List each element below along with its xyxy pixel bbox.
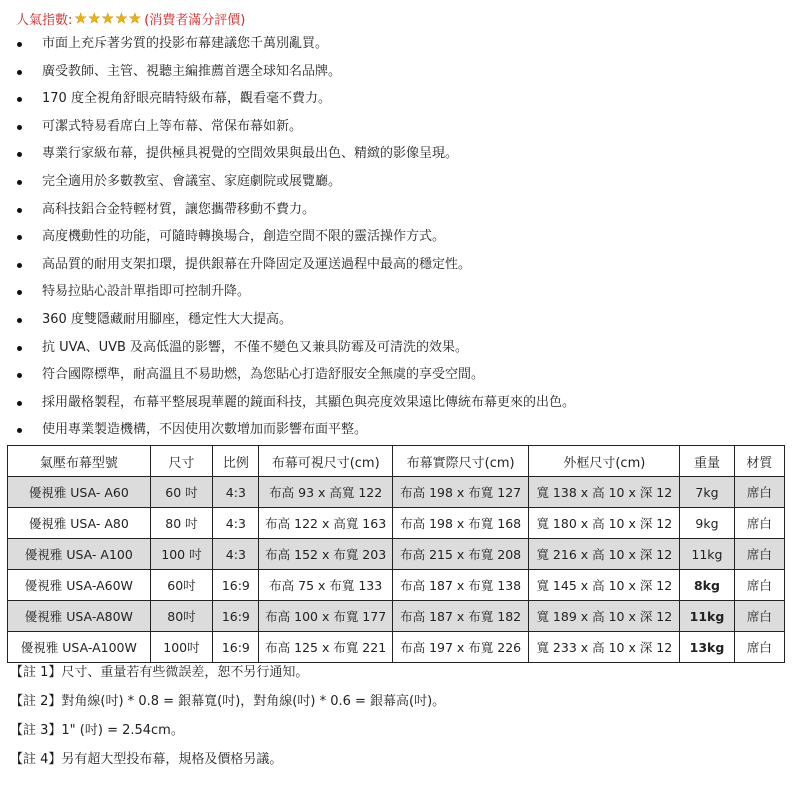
cell-size: 100吋 xyxy=(150,632,213,663)
cell-material: 席白 xyxy=(734,632,784,663)
cell-weight: 13kg xyxy=(680,632,734,663)
cell-material: 席白 xyxy=(734,508,784,539)
cell-model: 優視雅 USA-A60W xyxy=(8,570,151,601)
cell-weight: 11kg xyxy=(680,539,734,570)
star-icon: ★ xyxy=(115,10,128,27)
cell-actual-size: 布高 198 x 布寬 127 xyxy=(392,477,529,508)
cell-size: 60吋 xyxy=(150,570,213,601)
cell-frame-size: 寬 138 x 高 10 x 深 12 xyxy=(529,477,680,508)
table-row xyxy=(8,570,785,601)
note-item xyxy=(10,716,445,745)
header-weight: 重量 xyxy=(680,446,734,477)
cell-material: 席白 xyxy=(734,477,784,508)
cell-frame-size: 寬 145 x 高 10 x 深 12 xyxy=(529,570,680,601)
note-tag: 【註 2】 xyxy=(10,694,62,709)
rating-note: (消費者滿分評價) xyxy=(144,13,246,28)
cell-ratio: 16:9 xyxy=(213,570,259,601)
cell-size: 100 吋 xyxy=(150,539,213,570)
table-row xyxy=(8,539,785,570)
note-text: 尺寸、重量若有些微誤差，恕不另行通知。 xyxy=(61,665,309,680)
cell-ratio: 16:9 xyxy=(213,632,259,663)
header-model: 氣壓布幕型號 xyxy=(8,446,151,477)
cell-visible-size: 布高 93 x 高寬 122 xyxy=(259,477,392,508)
cell-size: 60 吋 xyxy=(150,477,213,508)
note-tag: 【註 3】 xyxy=(10,723,62,738)
cell-visible-size: 布高 75 x 布寬 133 xyxy=(259,570,392,601)
table-row xyxy=(8,477,785,508)
feature-item: 專業行家級布幕，提供極具視覺的空間效果與最出色、精緻的影像呈現。 xyxy=(0,140,575,168)
feature-item: 170 度全視角舒眼亮睛特級布幕，觀看毫不費力。 xyxy=(0,85,575,113)
cell-frame-size: 寬 216 x 高 10 x 深 12 xyxy=(529,539,680,570)
cell-model: 優視雅 USA- A100 xyxy=(8,539,151,570)
feature-item: 高度機動性的功能，可隨時轉換場合，創造空間不限的靈活操作方式。 xyxy=(0,223,575,251)
table-row xyxy=(8,508,785,539)
spec-table xyxy=(7,445,785,663)
feature-list xyxy=(0,30,575,444)
cell-actual-size: 布高 187 x 布寬 138 xyxy=(392,570,529,601)
feature-item: 完全適用於多數教室、會議室、家庭劇院或展覽廳。 xyxy=(0,168,575,196)
star-icon: ★ xyxy=(101,10,115,27)
header-visible-size: 布幕可視尺寸(cm) xyxy=(259,446,392,477)
header-size: 尺寸 xyxy=(150,446,213,477)
cell-ratio: 4:3 xyxy=(213,477,259,508)
feature-item: 可潔式特易看席白上等布幕、常保布幕如新。 xyxy=(0,113,575,141)
rating-label: 人氣指數: xyxy=(16,13,73,28)
cell-actual-size: 布高 198 x 布寬 168 xyxy=(392,508,529,539)
note-text: 另有超大型投布幕，規格及價格另議。 xyxy=(61,752,283,767)
cell-weight: 11kg xyxy=(680,601,734,632)
note-item xyxy=(10,745,445,774)
cell-weight: 7kg xyxy=(680,477,734,508)
feature-item: 市面上充斥著劣質的投影布幕建議您千萬別亂買。 xyxy=(0,30,575,58)
feature-item: 高品質的耐用支架扣環，提供銀幕在升降固定及運送過程中最高的穩定性。 xyxy=(0,251,575,279)
note-tag: 【註 1】 xyxy=(10,665,62,680)
note-text: 對角線(吋) * 0.8 = 銀幕寬(吋)，對角線(吋) * 0.6 = 銀幕高(吋)。 xyxy=(61,694,446,709)
table-header-row xyxy=(8,446,785,477)
feature-item: 廣受教師、主管、視聽主編推薦首選全球知名品牌。 xyxy=(0,58,575,86)
cell-material: 席白 xyxy=(734,601,784,632)
cell-visible-size: 布高 152 x 布寬 203 xyxy=(259,539,392,570)
cell-material: 席白 xyxy=(734,539,784,570)
cell-frame-size: 寬 180 x 高 10 x 深 12 xyxy=(529,508,680,539)
feature-item: 特易拉貼心設計單指即可控制升降。 xyxy=(0,278,575,306)
cell-model: 優視雅 USA- A60 xyxy=(8,477,151,508)
feature-item: 抗 UVA、UVB 及高低溫的影響，不僅不變色又兼具防霉及可清洗的效果。 xyxy=(0,334,575,362)
star-icon: ★ xyxy=(74,10,87,27)
cell-actual-size: 布高 187 x 布寬 182 xyxy=(392,601,529,632)
header-actual-size: 布幕實際尺寸(cm) xyxy=(392,446,529,477)
cell-model: 優視雅 USA-A100W xyxy=(8,632,151,663)
feature-item: 符合國際標準，耐高溫且不易助燃，為您貼心打造舒服安全無虞的享受空間。 xyxy=(0,361,575,389)
cell-frame-size: 寬 233 x 高 10 x 深 12 xyxy=(529,632,680,663)
feature-item: 採用嚴格製程，布幕平整展現華麗的鏡面科技，其顯色與亮度效果遠比傳統布幕更來的出色。 xyxy=(0,389,575,417)
rating-line xyxy=(16,9,245,28)
cell-ratio: 4:3 xyxy=(213,508,259,539)
cell-model: 優視雅 USA- A80 xyxy=(8,508,151,539)
notes-section xyxy=(10,658,445,774)
star-icon: ★ xyxy=(128,10,142,27)
cell-actual-size: 布高 197 x 布寬 226 xyxy=(392,632,529,663)
feature-item: 高科技鋁合金特輕材質，讓您攜帶移動不費力。 xyxy=(0,196,575,224)
cell-weight: 8kg xyxy=(680,570,734,601)
cell-actual-size: 布高 215 x 布寬 208 xyxy=(392,539,529,570)
note-tag: 【註 4】 xyxy=(10,752,62,767)
note-text: 1" (吋) = 2.54cm。 xyxy=(61,723,184,738)
cell-visible-size: 布高 122 x 高寬 163 xyxy=(259,508,392,539)
cell-frame-size: 寬 189 x 高 10 x 深 12 xyxy=(529,601,680,632)
header-material: 材質 xyxy=(734,446,784,477)
cell-material: 席白 xyxy=(734,570,784,601)
rating-stars xyxy=(74,11,142,27)
note-item xyxy=(10,687,445,716)
cell-ratio: 16:9 xyxy=(213,601,259,632)
header-ratio: 比例 xyxy=(213,446,259,477)
feature-item: 使用專業製造機構，不因使用次數增加而影響布面平整。 xyxy=(0,416,575,444)
feature-item: 360 度雙隱藏耐用腳座，穩定性大大提高。 xyxy=(0,306,575,334)
cell-weight: 9kg xyxy=(680,508,734,539)
cell-visible-size: 布高 100 x 布寬 177 xyxy=(259,601,392,632)
cell-size: 80 吋 xyxy=(150,508,213,539)
header-frame-size: 外框尺寸(cm) xyxy=(529,446,680,477)
table-row xyxy=(8,601,785,632)
cell-model: 優視雅 USA-A80W xyxy=(8,601,151,632)
cell-ratio: 4:3 xyxy=(213,539,259,570)
cell-visible-size: 布高 125 x 布寬 221 xyxy=(259,632,392,663)
cell-size: 80吋 xyxy=(150,601,213,632)
note-item xyxy=(10,658,445,687)
star-icon: ★ xyxy=(87,10,101,27)
